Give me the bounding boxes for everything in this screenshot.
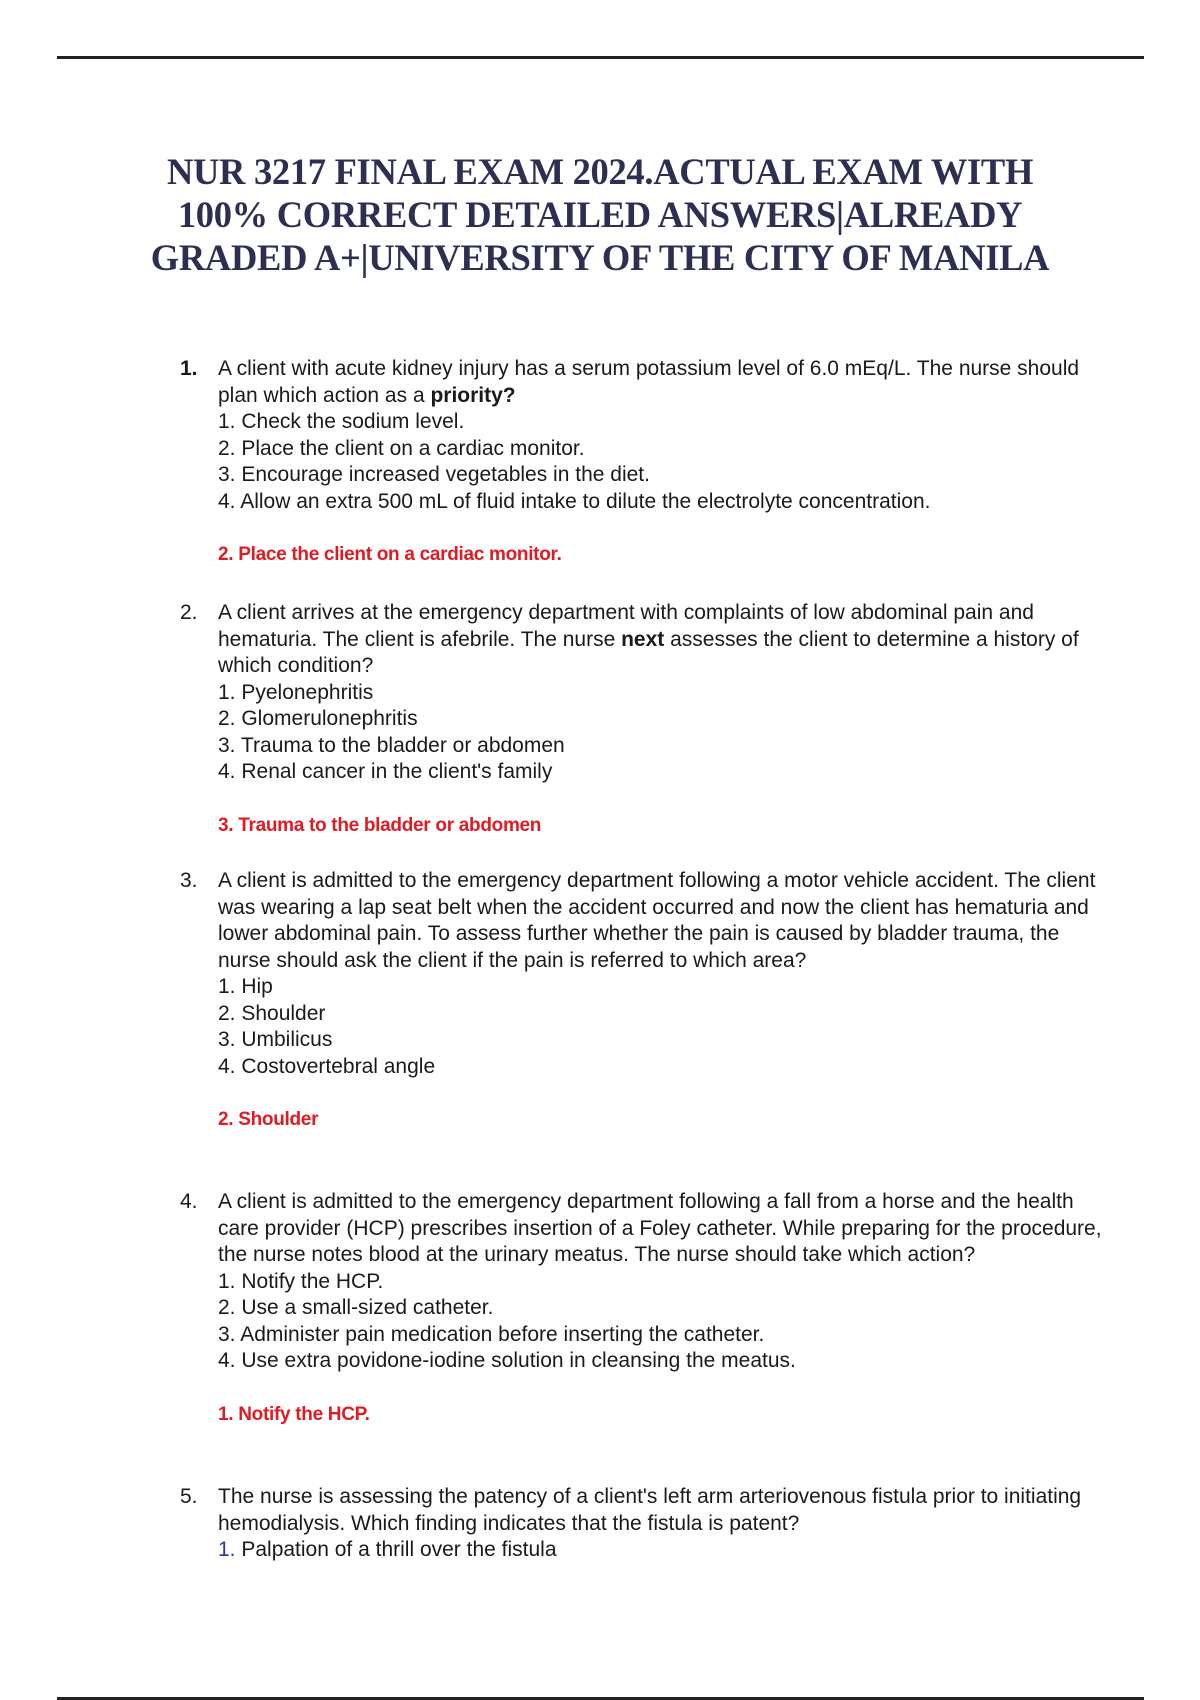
option-4: 4. Costovertebral angle — [218, 1054, 436, 1078]
option-2: 2. Place the client on a cardiac monitor. — [218, 436, 585, 460]
option-4: 4. Renal cancer in the client's family — [218, 760, 553, 783]
answer-key: 1. Notify the HCP. — [218, 1403, 370, 1425]
question-number: 1. — [180, 357, 198, 380]
option-1: 1. Notify the HCP. — [218, 1269, 384, 1293]
title-line-1: NUR 3217 FINAL EXAM 2024.ACTUAL EXAM WITH — [166, 151, 1034, 192]
option-2: 2. Use a small-sized catheter. — [218, 1296, 494, 1319]
question-number: 2. — [180, 601, 198, 624]
emphasis: next — [621, 627, 665, 651]
option-1: 1. Hip — [218, 975, 273, 998]
question-stem: A client arrives at the emergency department with complaints of low abdominal pain and hematuria. The client is afebrile. The nurse next assesses the client to determine a history of which condition? — [218, 601, 1079, 677]
option-4: 4. Use extra povidone-iodine solution in cleansing the meatus. — [218, 1349, 796, 1372]
title-line-2: 100% CORRECT DETAILED ANSWERS|ALREADY — [177, 194, 1023, 235]
question-stem: A client is admitted to the emergency department following a fall from a horse and the health care provider (HCP) prescribes insertion of a Foley catheter. While preparing for the procedure, the nurse notes blood at the urinary meatus. The nurse should take which action? — [218, 1190, 1102, 1266]
answer-key: 2. Shoulder — [218, 1109, 319, 1130]
answer-key: 2. Place the client on a cardiac monitor. — [218, 544, 562, 565]
emphasis: priority? — [430, 383, 516, 407]
question-number: 4. — [180, 1190, 198, 1213]
option-2: 2. Shoulder — [218, 1001, 326, 1025]
question-5 — [180, 1484, 1110, 1564]
top-rule — [57, 56, 1144, 59]
question-1 — [180, 356, 1110, 567]
option-1: 1. Pyelonephritis — [218, 680, 374, 704]
option-3: 3. Administer pain medication before inserting the catheter. — [218, 1322, 765, 1346]
document-title — [100, 150, 1100, 279]
question-stem: A client with acute kidney injury has a serum potassium level of 6.0 mEq/L. The nurse should plan which action as a priority? — [218, 357, 1080, 407]
option-number: 1. — [218, 1538, 236, 1561]
question-number: 3. — [180, 869, 198, 892]
question-stem: A client is admitted to the emergency department following a motor vehicle accident. The client was wearing a lap seat belt when the accident occurred and now the client has hematuria and lower abdominal pain. To assess further whether the pain is caused by bladder trauma, the nurse should ask the client if the pain is referred to which area? — [218, 869, 1096, 972]
option-3: 3. Umbilicus — [218, 1028, 333, 1051]
answer-key: 3. Trauma to the bladder or abdomen — [218, 814, 542, 836]
option-2: 2. Glomerulonephritis — [218, 707, 418, 730]
option-1: 1. Palpation of a thrill over the fistula — [218, 1538, 557, 1561]
title-line-3: GRADED A+|UNIVERSITY OF THE CITY OF MANILA — [150, 237, 1050, 278]
option-4: 4. Allow an extra 500 mL of fluid intake to dilute the electrolyte concentration. — [218, 489, 931, 513]
option-1: 1. Check the sodium level. — [218, 410, 465, 433]
question-4 — [180, 1189, 1110, 1427]
option-3: 3. Encourage increased vegetables in the diet. — [218, 463, 650, 486]
question-2 — [180, 600, 1110, 838]
question-3 — [180, 868, 1110, 1132]
option-3: 3. Trauma to the bladder or abdomen — [218, 733, 565, 757]
question-number: 5. — [180, 1485, 198, 1508]
question-stem: The nurse is assessing the patency of a client's left arm arteriovenous fistula prior to initiating hemodialysis. Which finding indicates that the fistula is patent? — [218, 1485, 1082, 1535]
